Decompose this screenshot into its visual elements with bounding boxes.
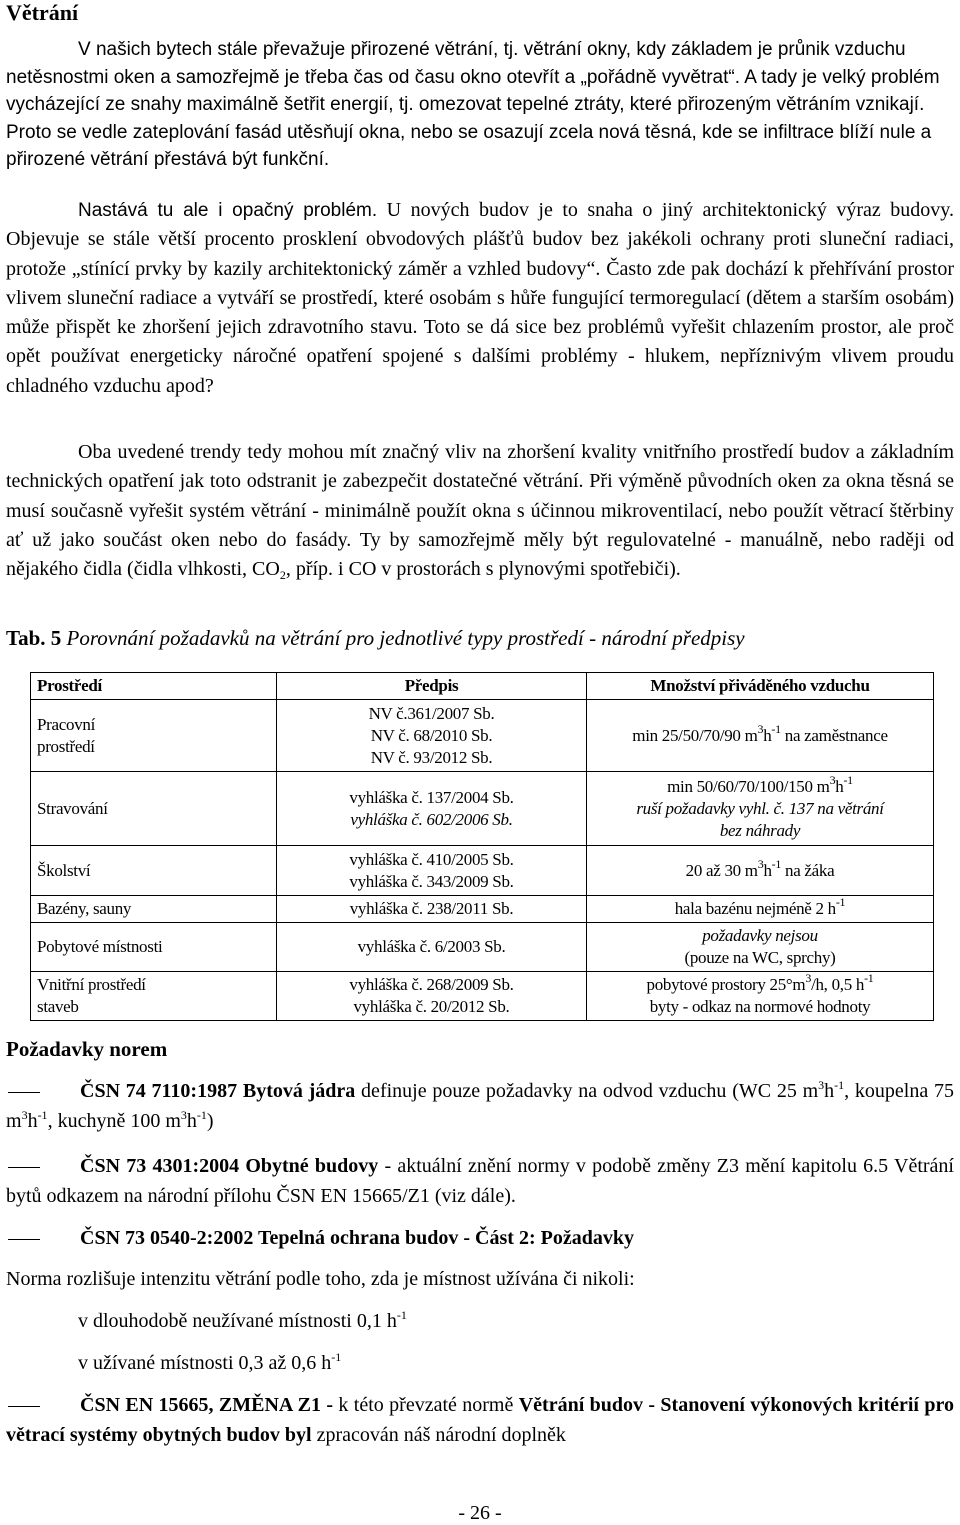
paragraph-3b: , příp. i CO v prostorách s plynovými spotřebiči). [285, 558, 681, 581]
note-line: (pouze na WC, sprchy) [684, 948, 836, 967]
cell-air-amount: min 50/60/70/100/150 $m^3h^{-1}$ ruší požadavky vyhl. č. 137 na větrání bez náhrady [587, 772, 934, 846]
reg-line: NV č. 93/2012 Sb. [370, 747, 493, 767]
cell-regulation: vyhláška č. 238/2011 Sb. [277, 896, 587, 923]
col-header-air-amount: Množství přiváděného vzduchu [587, 673, 934, 700]
ventilation-table [30, 672, 934, 1021]
cell-air-amount [587, 923, 934, 972]
table-row [31, 846, 934, 896]
paragraph-3a: Oba uvedené trendy tedy mohou mít značný vliv na zhoršení kvality vnitřního prostředí budov a základním technických opatření jak toto odstranit je zabezpečit dostatečné větrání. Při výměně původních oken za okna těsná se musí současně vyřešit systém větrání - minimálně použít okna s účinnou mikroventilací, nebo použít větrací štěrbiny ať už jako součást oken nebo do fasády. Ty by samozřejmě měly být regulovatelné - manuálně, nebo raději od nějakého čidla (čidla vlhkosti, CO [6, 441, 954, 581]
dash-bullet [8, 1167, 40, 1168]
paragraph-2a: Nastává tu ale i opačný problém. [78, 200, 378, 221]
note-line: byty - odkaz na normové hodnoty [649, 997, 871, 1016]
cell-regulation [277, 846, 587, 896]
paragraph-1 [6, 36, 954, 174]
section-title: Větrání [6, 0, 79, 25]
caption-text: Porovnání požadavků na větrání pro jednotlivé typy prostředí - národní předpisy [61, 626, 745, 650]
cell-environment: Vnitřní prostředí staveb [31, 972, 277, 1021]
table-header-row [31, 673, 934, 700]
norm-item-1: ČSN 74 7110:1987 Bytová jádra definuje pouze požadavky na odvod vzduchu (WC 25 $m^3h^{-1}$, koupelna 75 $m^3h^{-1}$, kuchyně 100 $m^3h^{-1}$) [6, 1078, 954, 1132]
cell-air-amount: hala bazénu nejméně 2 $h^{-1}$ [587, 896, 934, 923]
cell-environment: Pobytové místnosti [31, 923, 277, 972]
caption-label: Tab. 5 [6, 626, 62, 650]
cell-regulation [277, 972, 587, 1021]
paragraph-1a: V našich bytech stále převažuje přirozené větrání, tj. větrání okny, kdy základem je průnik vzduchu netěsnostmi oken a samozřejmě je třeba čas od času okno otevřít a „pořádně vyvětrat“. A tady je velký problém vycházející ze snahy maximálně šetřit energií, tj. omezovat tepelné ztráty, které přirozeným větráním vznikají. [6, 39, 940, 115]
cell-air-amount: 20 až 30 $m^3h^{-1}$ na žáka [587, 846, 934, 896]
table-caption [6, 626, 745, 651]
dash-bullet [8, 1406, 40, 1407]
norm-item-2: ČSN 73 4301:2004 Obytné budovy - aktuální znění normy v podobě změny Z3 mění kapitolu 6.5 Větrání bytů odkazem na národní přílohu ČSN EN 15665/Z1 (viz dále). [6, 1155, 954, 1207]
reg-line: vyhláška č. 343/2009 Sb. [349, 871, 514, 891]
section-heading: Požadavky norem [6, 1037, 168, 1061]
table-row [31, 972, 934, 1021]
norm-sub-1: v dlouhodobě neužívané místnosti 0,1 $h^{-1}$ [78, 1308, 407, 1332]
cell-environment: Stravování [31, 772, 277, 846]
reg-line: vyhláška č. 268/2009 Sb. [349, 975, 514, 994]
cell-regulation: vyhláška č. 6/2003 Sb. [277, 923, 587, 972]
reg-line: vyhláška č. 602/2006 Sb. [350, 809, 513, 829]
norm-sub-2: v užívané místnosti 0,3 až 0,6 $h^{-1}$ [78, 1350, 342, 1374]
cell-regulation [277, 772, 587, 846]
co2-subscript: 2 [279, 568, 286, 583]
paragraph-2b: U nových budov je to snaha o jiný architektonický výraz budovy. Objevuje se stále větší procento prosklení obvodových plášťů budov bez jakékoli ochrany proti sluneční radiaci, protože „stínící prvky by kazily architektonický záměr a vzhled budovy“. Často zde pak dochází k přehřívání prostor vlivem sluneční radiace a vytváří se prostředí, které osobám s hůře fungující termoregulací (dětem a starším osobám) může přispět ke zhoršení jejich zdravotního stavu. Toto se dá sice bez problémů vyřešit chlazením prostor, ale proč opět používat energeticky náročné opatření spojené s dalšími problémy - hlukem, nepříznivým vlivem proudu chladného vzduchu apod? [6, 199, 954, 397]
reg-line: vyhláška č. 20/2012 Sb. [353, 997, 510, 1016]
table-row [31, 700, 934, 772]
reg-line: vyhláška č. 410/2005 Sb. [349, 849, 514, 869]
cell-environment: Bazény, sauny [31, 896, 277, 923]
paragraph-1b: Proto se vedle zateplování fasád utěsňují okna, nebo se osazují zcela nová těsná, kde se infiltrace blíží nule a přirozené větrání přestává být funkční. [6, 121, 932, 170]
dash-bullet [8, 1092, 40, 1093]
norm-item-3: ČSN 73 0540-2:2002 Tepelná ochrana budov - Část 2: Požadavky [6, 1223, 954, 1253]
cell-air-amount: pobytové prostory $25^\circ m^3/h$, 0,5 $h^{-1}$ byty - odkaz na normové hodnoty [587, 972, 934, 1021]
col-header-environment: Prostředí [31, 673, 277, 700]
paragraph-3 [6, 438, 954, 584]
reg-line: NV č. 68/2010 Sb. [370, 725, 493, 745]
cell-air-amount: min 25/50/70/90 $m^3h^{-1}$ na zaměstnance [587, 700, 934, 772]
reg-line: NV č.361/2007 Sb. [368, 703, 495, 723]
table-row [31, 896, 934, 923]
table-row [31, 923, 934, 972]
dash-bullet [8, 1239, 40, 1240]
norm-description: Norma rozlišuje intenzitu větrání podle toho, zda je místnost užívána či nikoli: [6, 1268, 635, 1290]
paragraph-2 [6, 196, 954, 401]
cell-environment: Pracovní prostředí [31, 700, 277, 772]
reg-line: vyhláška č. 137/2004 Sb. [349, 787, 514, 807]
col-header-regulation: Předpis [277, 673, 587, 700]
norm-item-4: ČSN EN 15665, ZMĚNA Z1 - k této převzaté normě Větrání budov - Stanovení výkonových kritérií pro větrací systémy obytných budov byl zpracován náš národní doplněk [6, 1394, 954, 1446]
page-number: - 26 - [458, 1502, 502, 1524]
cell-environment: Školství [31, 846, 277, 896]
note-line: ruší požadavky vyhl. č. 137 na větrání [636, 798, 884, 818]
cell-regulation [277, 700, 587, 772]
table-row [31, 772, 934, 846]
note-line: bez náhrady [719, 820, 801, 840]
note-line: požadavky nejsou [702, 926, 818, 945]
